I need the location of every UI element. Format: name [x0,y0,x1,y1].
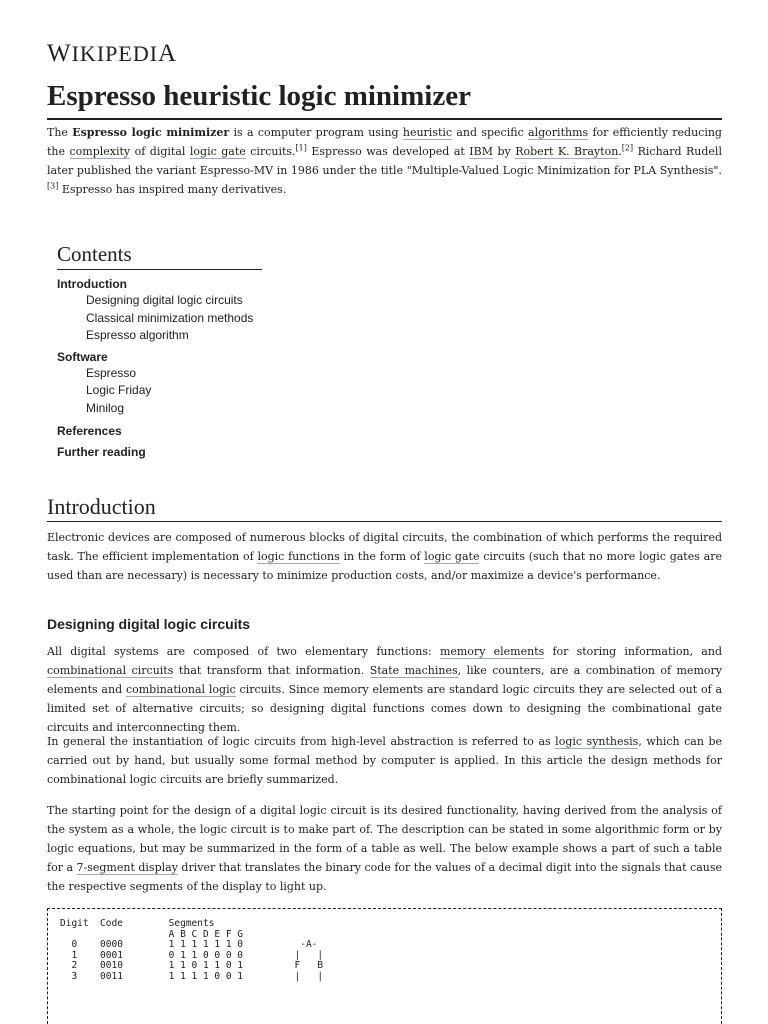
table-row: 3 0011 1 1 1 1 0 0 1 | | [60,970,324,982]
table-row: 0 0000 1 1 1 1 1 1 0 -A- [60,939,318,950]
link-combinational-circuits[interactable]: combinational circuits [47,664,174,677]
link-7-segment-display[interactable]: 7-segment display [76,861,178,874]
link-logic-synthesis[interactable]: logic synthesis [555,735,639,748]
toc-item-further-reading[interactable]: Further reading [57,445,146,459]
introduction-paragraph: Electronic devices are composed of numerous blocks of digital circuits, the combination of which performs the required task. The efficient implementation of logic functions in the form of logic gate circuits (such that no more logic gates are used than are necessary) is necessary to minimize production costs, and/or maximize a device's performance. [47,531,722,582]
toc-item-designing-digital-logic-circuits[interactable]: Designing digital logic circuits [86,293,243,307]
code-block-segment-table [47,908,722,1024]
link-algorithms[interactable]: algorithms [528,126,589,139]
toc-item-minilog[interactable]: Minilog [86,401,125,415]
toc-item-references[interactable]: References [57,424,122,438]
design-paragraph-1: All digital systems are composed of two elementary functions: memory elements for storing information, and combinational circuits that transform that information. State machines, like counters, are a combination of memory elements and combinational logic circuits. Since memory elements are standard logic circuits they are selected out of a limited set of alternative circuits; so designing digital functions comes down to designing the combinational gate circuits and interconnecting them. [47,645,723,734]
link-combinational-logic[interactable]: combinational logic [125,683,236,696]
link-heuristic[interactable]: heuristic [402,126,453,139]
link-memory-elements[interactable]: memory elements [439,645,545,658]
link-logic-gate-2[interactable]: logic gate [424,550,480,563]
link-robert-k-brayton[interactable]: Robert K. Brayton [515,145,619,158]
table-subheader: A B C D E F G [60,928,244,940]
subsection-heading-designing: Designing digital logic circuits [47,616,251,632]
citation-2[interactable]: [2] [621,143,634,153]
table-row: 2 0010 1 1 0 1 1 0 1 F B [60,960,324,971]
toc-item-software[interactable]: Software [57,350,108,364]
toc-title: Contents [57,240,262,270]
page-title: Espresso heuristic logic minimizer [47,76,722,120]
lead-paragraph: The Espresso logic minimizer is a computer program using heuristic and specific algorithms for efficiently reducing the complexity of digital logic gate circuits.[1] Espresso was developed at IBM by Robert K. Brayton.[2] Richard Rudell later published the variant Espresso-MV in 1986 under the title "Multiple-Valued Logic Minimization for PLA Synthesis".[3] Espresso has inspired many derivatives. [47,126,722,196]
table-row: 1 0001 0 1 1 0 0 0 0 | | [60,949,324,961]
design-paragraph-3: The starting point for the design of a digital logic circuit is its desired functionality, having derived from the analysis of the system as a whole, the logic circuit is to make part of. The description can be stated in some algorithmic form or by logic equations, but may be summarized in the form of a table as well. The below example shows a part of such a table for a 7-segment display driver that translates the binary code for the values of a decimal digit into the signals that cause the respective segments of the display to light up. [47,804,722,893]
table-header: Digit Code Segments [60,918,215,929]
toc-item-logic-friday[interactable]: Logic Friday [86,383,152,397]
toc-item-introduction[interactable]: Introduction [57,277,127,291]
wikipedia-logo[interactable]: WIKIPEDIA [47,40,178,67]
citation-3[interactable]: [3] [47,181,59,191]
link-logic-gate[interactable]: logic gate [189,145,246,158]
link-complexity[interactable]: complexity [69,145,131,158]
toc-item-classical-minimization-methods[interactable]: Classical minimization methods [86,311,254,325]
link-state-machines[interactable]: State machines [369,664,458,677]
design-paragraph-2: In general the instantiation of logic circuits from high-level abstraction is referred to as logic synthesis, which can be carried out by hand, but usually some formal method by computer is applied. In this article the design methods for combinational logic circuits are briefly summarized. [47,735,722,786]
toc-item-espresso-algorithm[interactable]: Espresso algorithm [86,328,189,342]
toc-item-espresso[interactable]: Espresso [86,366,137,380]
section-heading-introduction: Introduction [47,492,722,522]
link-ibm[interactable]: IBM [469,145,493,158]
citation-1[interactable]: [1] [295,143,307,153]
link-logic-functions[interactable]: logic functions [257,550,340,563]
